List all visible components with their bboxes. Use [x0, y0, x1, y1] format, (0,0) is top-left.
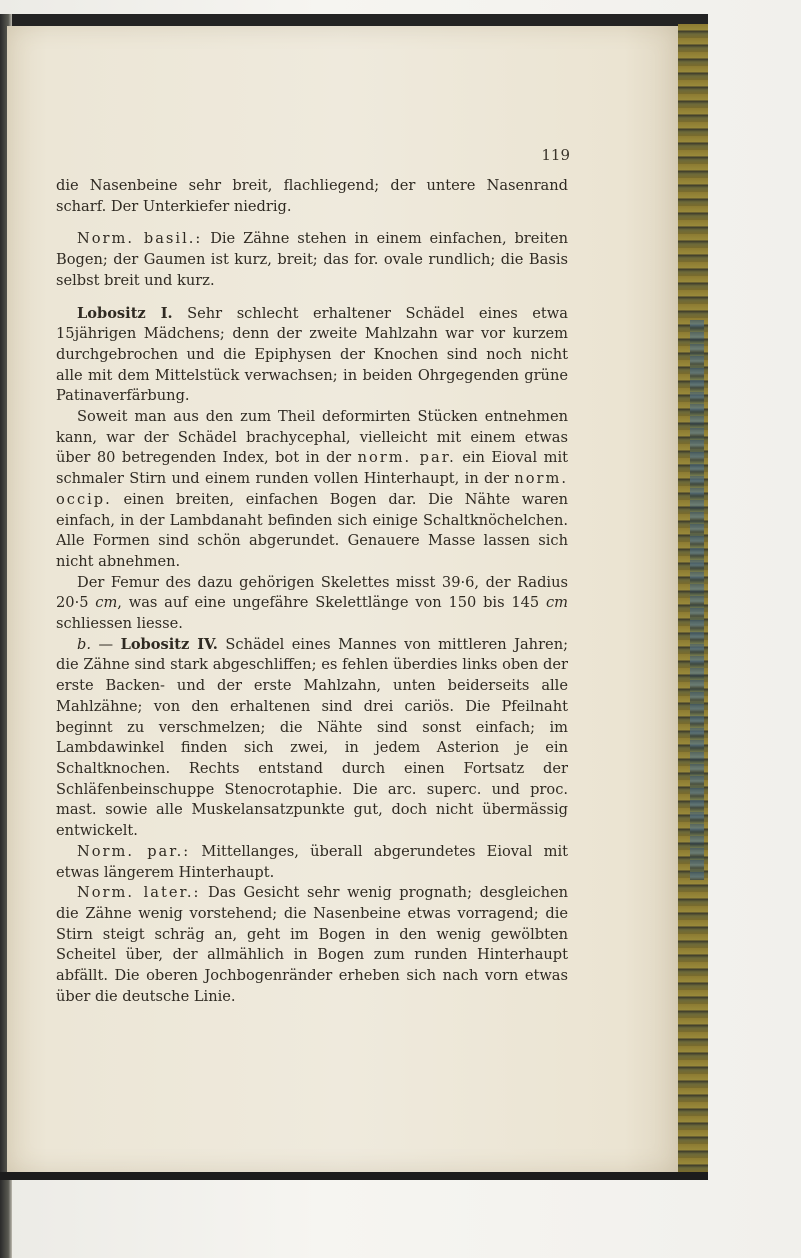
- paragraph-text: schliessen liesse.: [56, 615, 183, 633]
- em-dash: —: [90, 635, 121, 653]
- page-number: 119: [541, 146, 570, 164]
- section-label: Norm. par.:: [77, 842, 191, 860]
- paragraph-text: ein Eioval mit schmaler Stirn und einem runden vollen Hinterhaupt, in der: [56, 449, 568, 488]
- fore-edge-marbling: [690, 320, 704, 880]
- paragraph-text: Der Femur des dazu gehörigen Skelettes misst 39·6, der Radius 20·5: [56, 573, 568, 612]
- unit-cm: cm: [545, 594, 568, 612]
- paragraph-nasenbeine: [56, 176, 568, 217]
- paragraph-text: die Nasenbeine sehr breit, flachliegend; der untere Nasenrand scharf. Der Unterkiefer niedrig.: [56, 177, 568, 215]
- paragraph-femur: [56, 573, 568, 635]
- paragraph-lobositz-i: [56, 304, 568, 408]
- specimen-heading: Lobositz IV.: [120, 635, 218, 653]
- paragraph-lobositz-iv: [56, 635, 568, 842]
- section-label: Norm. basil.:: [77, 230, 203, 248]
- paragraph-text: einen breiten, einfachen Bogen dar. Die Nähte waren einfach, in der Lambdanaht befinden sich einige Schaltknöchelchen. Alle Formen sind schön abgerundet. Genauere Masse lassen sich nicht abnehmen.: [56, 490, 568, 570]
- paragraph-text: , was auf eine ungefähre Skelettlänge von 150 bis 145: [117, 594, 546, 612]
- specimen-heading: Lobositz I.: [77, 304, 173, 322]
- paragraph-norm-basil: [56, 229, 568, 291]
- paragraph-text: Mittellanges, überall abgerundetes Eioval mit etwas längerem Hinterhaupt.: [56, 842, 568, 881]
- paragraph-text: Soweit man aus den zum Theil deformirten Stücken entnehmen kann, war der Schädel brachycephal, vielleicht mit einem etwas über 80 betregenden Index, bot in der: [56, 408, 568, 467]
- book-bottom-edge: [0, 1172, 708, 1180]
- page-text: [56, 176, 568, 1007]
- paragraph-prefix: b.: [77, 635, 91, 653]
- paragraph-text: Die Zähne stehen in einem einfachen, breiten Bogen; der Gaumen ist kurz, breit; das for. ovale rundlich; die Basis selbst breit und kurz.: [56, 230, 568, 289]
- paragraph-text: Schädel eines Mannes von mittleren Jahren; die Zähne sind stark abgeschliffen; es fehlen überdies links oben der erste Backen- und der erste Mahlzahn, unten beiderseits alle Mahlzähne; von den erhaltenen sind drei cariös. Die Pfeilnaht beginnt zu verschmelzen; die Nähte sind sonst einfach; im Lambdawinkel finden sich zwei, in jedem Asterion je ein Schaltknochen. Rechts entstand durch einen Fortsatz der Schläfenbeinschuppe Stenocrotaphie. Die arc. superc. und proc. mast. sowie alle Muskelansatzpunkte gut, doch nicht übermässig entwickelt.: [56, 635, 569, 840]
- unit-cm: cm: [95, 594, 118, 612]
- paragraph-schaedel-form: [56, 407, 568, 573]
- section-label: Norm. later.:: [77, 884, 201, 902]
- paragraph-text: Sehr schlecht erhaltener Schädel eines etwa 15jährigen Mädchens; denn der zweite Mahlzahn war vor kurzem durchgebrochen und die Epiphysen der Knochen sind noch nicht alle mit dem Mittelstück verwachsen; in beiden Ohrgegenden grüne Patinaverfärbung.: [56, 304, 568, 405]
- paragraph-text: Das Gesicht sehr wenig prognath; desgleichen die Zähne wenig vorstehend; die Nasenbeine etwas vorragend; die Stirn steigt schräg an, geht im Bogen in den wenig gewölbten Scheitel über, der allmählich in Bogen zum runden Hinterhaupt abfällt. Die oberen Jochbogenränder erheben sich nach vorn etwas über die deutsche Linie.: [56, 884, 568, 1005]
- paragraph-norm-later: [56, 883, 568, 1007]
- spaced-term: norm. occip.: [56, 470, 568, 508]
- paragraph-norm-par: [56, 842, 568, 883]
- spaced-term: norm. par.: [357, 449, 456, 467]
